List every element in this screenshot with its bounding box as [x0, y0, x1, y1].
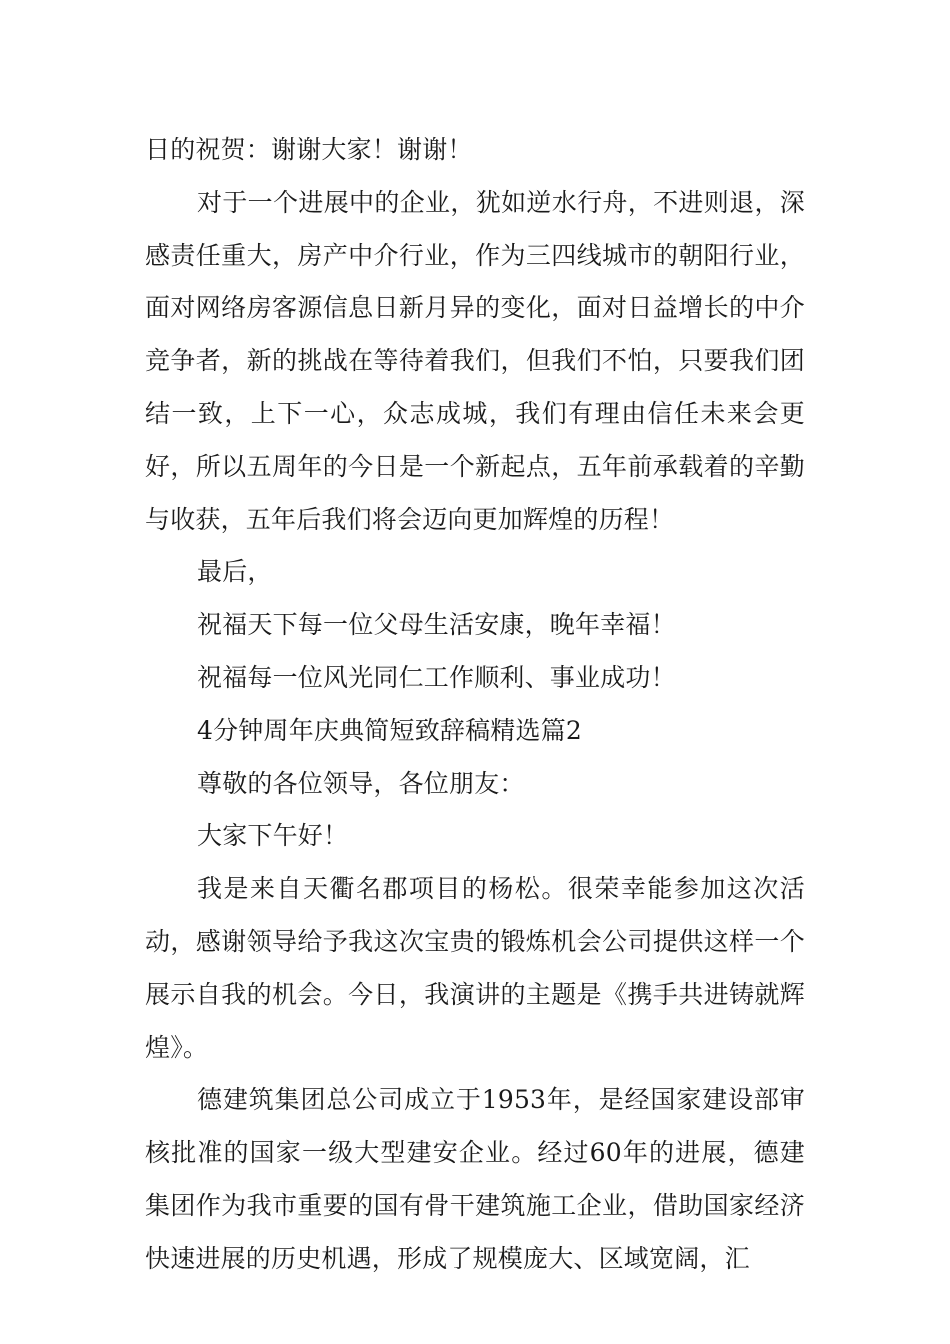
- section-heading: 4分钟周年庆典简短致辞稿精选篇2: [197, 715, 583, 745]
- paragraph-5: 祝福每一位风光同仁工作顺利、事业成功！: [197, 662, 676, 692]
- paragraph-1: 日的祝贺：谢谢大家！谢谢！: [145, 135, 473, 164]
- paragraph-9: 我是来自天衢名郡项目的杨松。很荣幸能参加这次活动，感谢领导给予我这次宝贵的锻炼机会公司提供这样一个展示自我的机会。今日，我演讲的主题是《携手共进铸就辉煌》。: [145, 874, 805, 1062]
- paragraph-10: 德建筑集团总公司成立于1953年，是经国家建设部审核批准的国家一级大型建安企业。经过60年的进展，德建集团作为我市重要的国有骨干建筑施工企业，借助国家经济快速进展的历史机遇，形成了规模庞大、区域宽阔，汇: [145, 1085, 805, 1273]
- paragraph-4: 祝福天下每一位父母生活安康，晚年幸福！: [197, 610, 676, 640]
- salutation: 尊敬的各位领导，各位朋友：: [197, 768, 525, 798]
- paragraph-2: 对于一个进展中的企业，犹如逆水行舟，不进则退，深感责任重大，房产中介行业，作为三四线城市的朝阳行业，面对网络房客源信息日新月异的变化，面对日益增长的中介竞争者，新的挑战在等待着我们，但我们不怕，只要我们团结一致，上下一心，众志成城，我们有理由信任未来会更好，所以五周年的今日是一个新起点，五年前承载着的辛勤与收获，五年后我们将会迈向更加辉煌的历程！: [145, 187, 805, 534]
- document-page: [145, 124, 805, 1286]
- paragraph-3: 最后，: [197, 557, 273, 587]
- greeting: 大家下午好！: [197, 821, 349, 851]
